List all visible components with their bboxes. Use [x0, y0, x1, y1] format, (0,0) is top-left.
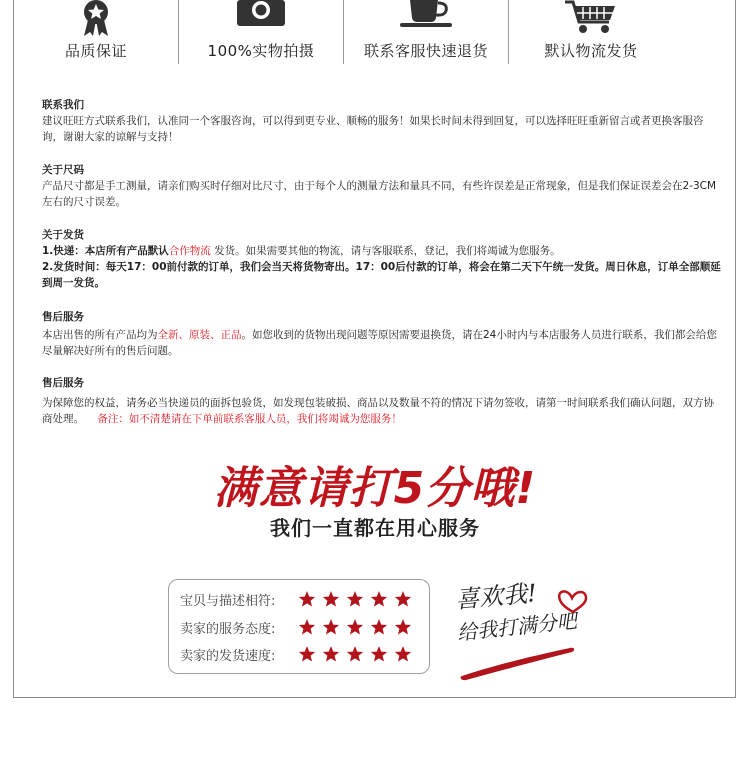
star-icon: [394, 590, 412, 608]
star-icon: [298, 618, 316, 636]
star-rating: [298, 618, 412, 636]
rating-label: 卖家的发货速度:: [180, 648, 276, 664]
rating-row: [180, 588, 412, 610]
shipping-line-1-suffix: 发货。如果需要其他的物流，请与客服联系，登记，我们将竭诚为您服务。: [214, 245, 561, 257]
badge-quality: [14, 0, 178, 64]
rating-row: [180, 616, 412, 638]
section-text: 产品尺寸都是手工测量，请亲们购买时仔细对比尺寸，由于每个人的测量方法和量具不同，有些许误差是正常现象，但是我们保证误差会在2-3CM左右的尺寸误差。: [42, 180, 717, 208]
aftersale-highlight: 全新、原装、正品: [157, 329, 242, 341]
star-rating: [298, 590, 412, 608]
rating-subslogan: 我们一直都在用心服务: [270, 516, 480, 540]
rating-label: 宝贝与描述相符:: [180, 593, 276, 609]
badge-label: 100%实物拍摄: [207, 42, 315, 60]
section-heading: 售后服务: [42, 377, 84, 389]
handwritten-line-2: 给我打满分吧: [456, 608, 578, 645]
rating-row: [180, 643, 412, 665]
star-icon: [346, 590, 364, 608]
star-icon: [394, 645, 412, 663]
section-text: [42, 395, 722, 427]
section-text: [42, 327, 722, 359]
section-aftersale-2: [42, 375, 722, 427]
badge-label: 默认物流发货: [544, 42, 638, 60]
section-heading: 联系我们: [42, 99, 84, 111]
section-text: 建议旺旺方式联系我们，认准同一个客服咨询，可以得到更专业、顺畅的服务！如果长时间未得到回复，可以选择旺旺重新留言或者更换客服咨询，谢谢大家的谅解与支持！: [42, 115, 704, 143]
section-shipping: [42, 227, 722, 291]
star-icon: [346, 645, 364, 663]
star-icon: [322, 645, 340, 663]
rating-slogan: 满意请打5分哦!: [213, 463, 537, 514]
shipping-line-2: 2.发货时间：每天17：00前付款的订单，我们会当天将货物寄出。17：00后付款的订单，将会在第二天下午统一发货。周日休息，订单全部顺延到周一发货。: [42, 261, 721, 289]
award-ribbon-icon: [76, 0, 116, 36]
star-icon: [370, 645, 388, 663]
camera-icon: [235, 0, 287, 28]
star-icon: [370, 590, 388, 608]
aftersale-note: 备注：如不清楚请在下单前联系客服人员，我们将竭诚为您服务！: [97, 413, 402, 425]
rating-box: [168, 579, 430, 674]
star-icon: [322, 590, 340, 608]
service-badges: [14, 0, 736, 64]
section-heading: 关于尺码: [42, 164, 84, 176]
section-contact: [42, 97, 722, 145]
star-rating: [298, 645, 412, 663]
badge-return: [343, 0, 508, 64]
section-heading: 关于发货: [42, 229, 84, 241]
handwritten-note: [452, 578, 612, 688]
star-icon: [298, 645, 316, 663]
badge-shipping: [508, 0, 673, 64]
star-icon: [346, 618, 364, 636]
shipping-line-1: [42, 243, 722, 259]
rating-label: 卖家的服务态度:: [180, 621, 276, 637]
section-size: [42, 162, 722, 210]
section-aftersale-1: [42, 309, 722, 359]
handwritten-line-1: 喜欢我!: [454, 578, 538, 614]
section-heading: 售后服务: [42, 311, 84, 323]
shipping-line-1-prefix: 1.快递：本店所有产品默认: [42, 245, 169, 257]
star-icon: [394, 618, 412, 636]
shopping-cart-icon: [563, 0, 619, 34]
star-icon: [322, 618, 340, 636]
shipping-line-1-highlight: 合作物流: [168, 245, 211, 257]
badge-photo: [178, 0, 343, 64]
badge-label: 联系客服快速退货: [363, 42, 488, 60]
coffee-cup-icon: [396, 0, 456, 28]
star-icon: [298, 590, 316, 608]
aftersale-text: 为保障您的权益，请务必当快递员的面拆包验货，如发现包装破损、商品以及数量不符的情况下请勿签收，请第一时间联系我们确认问题，双方协商处理。: [42, 397, 714, 425]
brush-stroke: [461, 648, 575, 680]
aftersale-prefix: 本店出售的所有产品均为: [42, 329, 158, 341]
star-icon: [370, 618, 388, 636]
badge-label: 品质保证: [64, 42, 127, 60]
aftersale-suffix: 。如您收到的货物出现问题等原因需要退换货，请在24小时内与本店服务人员进行联系，我们都会给您尽量解决好所有的售后问题。: [42, 329, 717, 357]
